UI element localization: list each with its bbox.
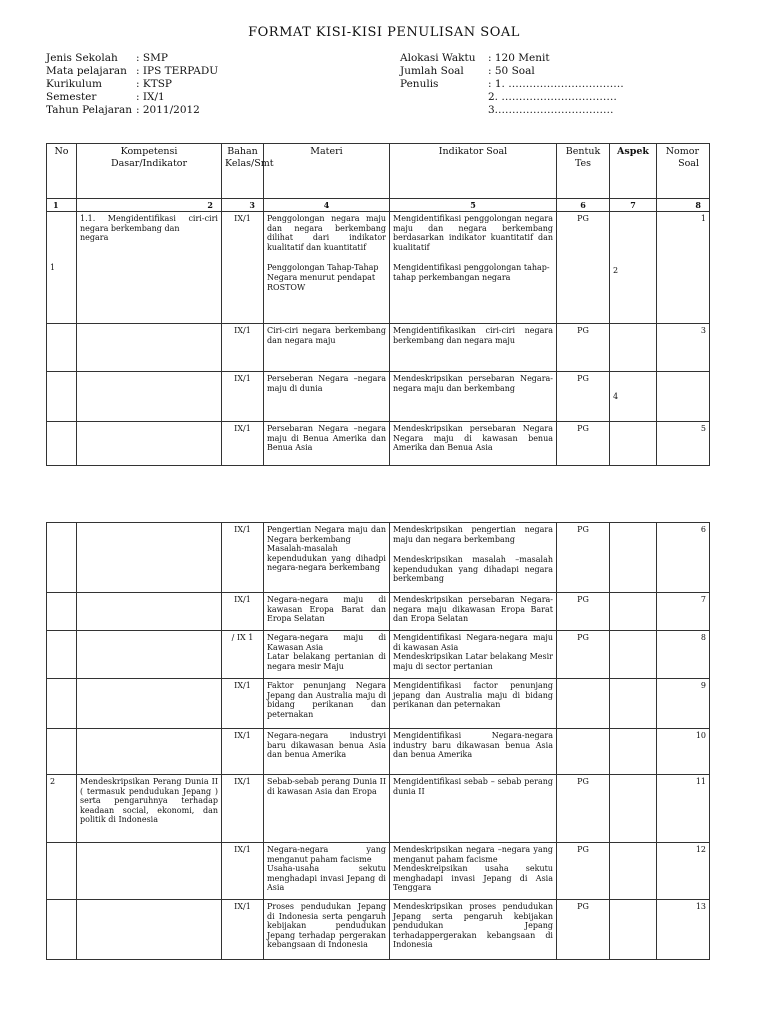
cell-nomor: 9 [657,679,710,729]
cell-nomor: 8 [657,631,710,679]
cell-aspek [610,422,657,466]
cell-no [47,593,77,631]
header-kd-line2: Dasar/Indikator [110,158,188,169]
table-row [47,775,710,843]
table-row [47,523,710,593]
meta-value: : IX/1 [136,91,165,103]
meta-label: Semester [46,91,97,103]
cell-materi-a: Penggolongan negara maju dan negara berkembang dilihat dari indikator kualitatif dan kuantitatif [267,214,386,252]
meta-label [400,91,488,104]
header-bahan-line1: Bahan [227,146,258,157]
cell-materi: Perseberan Negara –negara maju di dunia [264,372,390,422]
meta-row-penulis-2 [400,91,624,104]
meta-left [46,52,218,117]
cell-kd [77,900,222,960]
meta-right [400,52,624,117]
cell-aspek [610,843,657,900]
header-nomor-line1: Nomor [665,146,699,157]
cell-indikator [390,523,557,593]
meta-row-alokasi-waktu [400,52,624,65]
cell-bahan: IX/1 [222,523,264,593]
col-num: 1 [47,199,77,212]
cell-aspek [610,729,657,775]
cell-kd [77,631,222,679]
column-number-row [47,199,710,212]
col-num: 6 [557,199,610,212]
cell-materi-b: Usaha-usaha sekutu menghadapi invasi Jepang di Asia [267,864,386,893]
cell-nomor: 3 [657,324,710,372]
cell-kd-text-2: negara [80,233,109,243]
table-row [47,212,710,324]
cell-aspek [610,212,657,324]
cell-materi-a: Pengertian Negara maju dan Negara berkembang [267,525,386,544]
header-no-label: No [54,146,69,157]
meta-label: Kurikulum [46,78,102,90]
cell-materi [264,523,390,593]
cell-indikator [390,631,557,679]
cell-bentuk: PG [557,422,610,466]
cell-no [47,900,77,960]
cell-nomor: 12 [657,843,710,900]
col-num: 3 [222,199,264,212]
meta-row-penulis-3 [400,104,624,117]
cell-nomor [657,372,710,422]
meta-value: : 2011/2012 [136,104,200,116]
meta-label: Tahun Pelajaran [46,104,133,116]
header-bentuk-line2: Tes [574,158,592,169]
cell-bentuk: PG [557,900,610,960]
table-row [47,729,710,775]
col-num: 4 [264,199,390,212]
cell-kd [77,593,222,631]
table-row [47,324,710,372]
cell-materi-a: Negara-negara maju di Kawasan Asia [267,633,386,652]
cell-kd [77,729,222,775]
cell-indikator: Mendeskripsikan persebaran Negara-negara maju dikawasan Eropa Barat dan Eropa Selatan [390,593,557,631]
header-bahan [222,144,274,199]
cell-kd [77,372,222,422]
cell-aspek [610,775,657,843]
cell-materi [264,843,390,900]
meta-value: : 50 Soal [488,65,535,77]
cell-kd [77,212,222,324]
cell-indikator-b: Mengidentifikasi penggolongan tahap-tahap perkembangan negara [393,263,550,282]
cell-no [47,372,77,422]
cell-aspek [610,593,657,631]
col-num: 7 [610,199,657,212]
header-aspek [610,144,657,199]
cell-materi: Negara-negara maju di kawasan Eropa Barat dan Eropa Selatan [264,593,390,631]
cell-bahan: IX/1 [222,593,264,631]
cell-bahan: IX/1 [222,422,264,466]
cell-kd [77,523,222,593]
cell-bahan: IX/1 [222,843,264,900]
cell-no [47,679,77,729]
meta-value: : IPS TERPADU [136,65,219,77]
cell-aspek [610,900,657,960]
header-indikator-label: Indikator Soal [438,146,508,157]
cell-kd-text: 1.1. Mengidentifikasi ciri-ciri negara berkembang dan [80,214,218,233]
cell-indikator: Mendeskripsikan proses pendudukan Jepang serta pengaruh kebijakan pendudukan Jepang terhadappergerakan kebangsaan di Indonesia [390,900,557,960]
cell-materi-a: Negara-negara yang menganut paham facisme [267,845,386,864]
cell-bahan: IX/1 [222,900,264,960]
cell-bentuk [557,729,610,775]
header-nomor-line2: Soal [678,158,699,169]
cell-bahan: IX/1 [222,324,264,372]
meta-value: : 120 Menit [488,52,550,64]
cell-kd [77,679,222,729]
cell-nomor: 5 [657,422,710,466]
meta-value: 2. …………………………… [488,91,617,103]
cell-indikator: Mendeskripsikan persebaran Negara-negara maju dan berkembang [390,372,557,422]
cell-indikator-a: Mendeskripsikan pengertian negara maju dan negara berkembang [393,525,553,544]
meta-value: 3.…………………………… [488,104,614,116]
kisi-kisi-table-2 [46,522,710,960]
cell-aspek: 4 [610,372,657,422]
cell-indikator: Mengidentifikasi Negara-negara industry baru dikawasan benua Asia dan benua Amerika [390,729,557,775]
cell-aspek [610,324,657,372]
cell-indikator [390,212,557,324]
cell-indikator-a: Mengidentifikasi Negara-negara maju di kawasan Asia [393,633,553,652]
col-num: 2 [77,199,222,212]
cell-no [47,631,77,679]
header-bentuk-line1: Bentuk [565,146,601,157]
cell-aspek [610,523,657,593]
meta-row-penulis [400,78,624,91]
cell-bentuk: PG [557,372,610,422]
header-materi [264,144,390,199]
cell-materi: Proses pendudukan Jepang di Indonesia serta pengaruh kebijakan pendudukan Jepang terhadap pergerakan kebangsaan di Indonesia [264,900,390,960]
cell-materi-b: Penggolongan Tahap-Tahap Negara menurut pendapat ROSTOW [267,263,379,292]
cell-indikator: Mengidentifikasi sebab – sebab perang dunia II [390,775,557,843]
cell-nomor: 7 [657,593,710,631]
cell-materi: Faktor penunjang Negara Jepang dan Australia maju di bidang perikanan dan peternakan [264,679,390,729]
cell-indikator [390,843,557,900]
cell-aspek [610,679,657,729]
cell-kd [77,843,222,900]
cell-bentuk: PG [557,775,610,843]
header-bentuk [557,144,610,199]
cell-materi: Persebaran Negara –negara maju di Benua Amerika dan Benua Asia [264,422,390,466]
cell-no [47,523,77,593]
cell-materi-b: Latar belakang pertanian di negara mesir Maju [267,652,386,671]
meta-row-tahun-pelajaran [46,104,218,117]
col-num: 5 [390,199,557,212]
cell-materi [264,631,390,679]
cell-materi [264,212,390,324]
cell-bentuk: PG [557,523,610,593]
cell-no [47,729,77,775]
meta-value: : KTSP [136,78,172,90]
cell-nomor: 11 [657,775,710,843]
table-row [47,679,710,729]
header-kd-line1: Kompetensi [120,146,178,157]
cell-bentuk: PG [557,593,610,631]
cell-no [47,324,77,372]
cell-aspek-value: 2 [613,266,619,275]
meta-row-mata-pelajaran [46,65,218,78]
cell-indikator-a: Mengidentifikasi penggolongan negara maju dan negara berkembang berdasarkan indikator kuantitatif dan kualitatif [393,214,553,252]
table-row [47,372,710,422]
table-row [47,593,710,631]
meta-value: : SMP [136,52,168,64]
cell-indikator: Mendeskripsikan persebaran Negara Negara maju di kawasan benua Amerika dan Benua Asia [390,422,557,466]
cell-nomor: 6 [657,523,710,593]
kisi-kisi-table-1 [46,143,710,466]
table-row [47,422,710,466]
cell-indikator: Mengidentifikasikan ciri-ciri negara berkembang dan negara maju [390,324,557,372]
cell-indikator-b: Mendeskreipsikan usaha sekutu menghadapi invasi Jepang di Asia Tenggara [393,864,553,893]
cell-nomor: 13 [657,900,710,960]
header-nomor [657,144,710,199]
meta-value: : 1. …………………………… [488,78,624,90]
header-no [47,144,77,199]
page-title: FORMAT KISI-KISI PENULISAN SOAL [248,25,520,40]
cell-bentuk: PG [557,212,610,324]
cell-indikator-b: Mendeskripsikan Latar belakang Mesir maju di sector pertanian [393,652,553,671]
cell-materi: Sebab-sebab perang Dunia II di kawasan Asia dan Eropa [264,775,390,843]
cell-materi: Ciri-ciri negara berkembang dan negara maju [264,324,390,372]
cell-bahan: IX/1 [222,212,264,324]
cell-materi-b: Masalah-masalah kependudukan yang dihadpi negara-negara berkembang [267,544,386,573]
cell-kd [77,422,222,466]
header-bahan-line2: Kelas/Smt [225,158,274,169]
cell-no [47,843,77,900]
cell-no: 2 [47,775,77,843]
cell-bentuk: PG [557,324,610,372]
meta-label: Penulis [400,78,439,90]
cell-bentuk: PG [557,631,610,679]
cell-indikator: Mengidentifikasi factor penunjang jepang dan Australia maju di bidang perikanan dan peternakan [390,679,557,729]
header-indikator [390,144,557,199]
header-row [47,144,710,199]
cell-indikator-a: Mendeskripsikan negara –negara yang menganut paham facisme [393,845,553,864]
cell-no: 1 [47,212,77,324]
cell-kd: Mendeskripsikan Perang Dunia II ( termasuk pendudukan Jepang ) serta pengaruhnya terhadap keadaan social, ekonomi, dan politik di Indonesia [77,775,222,843]
col-num: 8 [657,199,710,212]
meta-row-jumlah-soal [400,65,624,78]
meta-row-semester [46,91,218,104]
meta-label: Mata pelajaran [46,65,127,77]
cell-aspek [610,631,657,679]
header-kompetensi [77,144,222,199]
cell-nomor: 10 [657,729,710,775]
header-aspek-label: Aspek [617,146,649,157]
cell-kd [77,324,222,372]
meta-label: Jenis Sekolah [46,52,118,64]
table-row [47,900,710,960]
meta-label: Alokasi Waktu [400,52,476,64]
meta-row-jenis-sekolah [46,52,218,65]
meta-label: Jumlah Soal [400,65,464,77]
header-materi-label: Materi [310,146,343,157]
cell-no [47,422,77,466]
meta-label [400,104,488,117]
cell-nomor: 1 [657,212,710,324]
cell-bahan: IX/1 [222,775,264,843]
meta-row-kurikulum [46,78,218,91]
cell-bahan: IX/1 [222,679,264,729]
cell-bahan: IX/1 [222,729,264,775]
table-row [47,631,710,679]
cell-bahan: IX/1 [222,372,264,422]
cell-bahan: / IX 1 [222,631,264,679]
table-row [47,843,710,900]
cell-materi: Negara-negara industryi baru dikawasan benua Asia dan benua Amerika [264,729,390,775]
cell-indikator-b: Mendeskripsikan masalah –masalah kependudukan yang dihadapi negara berkembang [393,555,553,584]
cell-bentuk: PG [557,843,610,900]
cell-bentuk [557,679,610,729]
